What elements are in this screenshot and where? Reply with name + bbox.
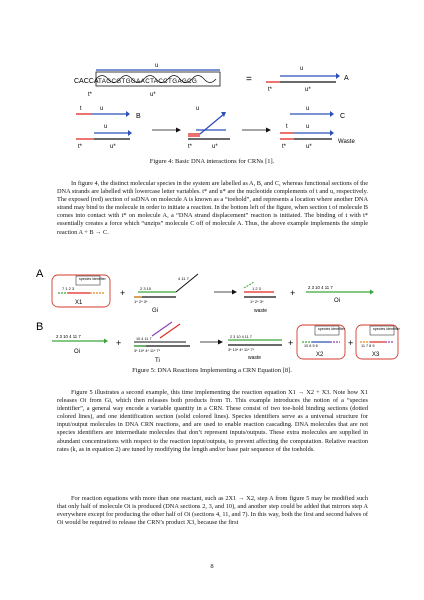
fig5-plus-1: + [120, 288, 126, 298]
fig5-plus-5: + [348, 338, 354, 348]
fig4-label-tstar-top: t* [88, 92, 93, 98]
svg-text:Ti: Ti [155, 358, 160, 364]
fig4-label-c: C [340, 113, 346, 120]
fig4-seq-prefix: CACCA [74, 78, 99, 85]
svg-text:2 3 10 4 11 7: 2 3 10 4 11 7 [56, 334, 81, 339]
fig5-oi-input [52, 334, 108, 355]
fig5-waste-a [244, 282, 276, 314]
svg-text:t*: t* [188, 144, 193, 150]
svg-text:t: t [286, 124, 288, 130]
paragraph-3: For reaction equations with more than one reactant, such as 2X1 → X2, step A from figure 5 may be modified such that only half of molecule Oi is produced (DNA sections 2, 3, and 10), and another step could be added that mirrors step A everywhere except for producing the other half of Oi (sections 4, 11, and 7). In this way, both the first and second halves of Oi would be required to release the CRN’s product X3, because the first [57, 495, 368, 527]
svg-text:2 3 10: 2 3 10 [140, 286, 152, 291]
svg-text:2 3 10 4 11 7: 2 3 10 4 11 7 [230, 335, 252, 339]
fig5-ti-molecule [134, 322, 190, 364]
svg-text:1 2 3: 1 2 3 [252, 286, 261, 291]
fig4-label-a: A [344, 75, 349, 82]
fig5-panel-b-label: B [36, 321, 44, 333]
svg-text:waste: waste [254, 308, 268, 314]
svg-text:species identifier: species identifier [318, 327, 345, 331]
svg-text:u: u [306, 124, 310, 130]
svg-text:11 7 8 9: 11 7 8 9 [361, 344, 375, 348]
svg-text:u: u [300, 66, 304, 72]
svg-text:waste: waste [248, 355, 262, 361]
svg-text:3* 10* 4* 11* 7*: 3* 10* 4* 11* 7* [228, 348, 255, 352]
figure-5-caption: Figure 5: DNA Reactions Implementing a CRN Equation [8]. [132, 367, 292, 374]
svg-text:u*: u* [110, 144, 116, 150]
svg-text:u*: u* [306, 144, 312, 150]
svg-text:t: t [80, 106, 82, 112]
svg-text:species identifier: species identifier [373, 327, 400, 331]
fig5-gi-molecule [134, 274, 198, 314]
fig5-plus-4: + [288, 338, 294, 348]
svg-text:2 3 10 4 11 7: 2 3 10 4 11 7 [308, 285, 333, 290]
svg-text:u: u [104, 124, 108, 130]
svg-text:u*: u* [305, 87, 311, 93]
fig4-seq-main: TAGCGTGGAACTACCTGAGCG [98, 78, 198, 85]
svg-text:X3: X3 [372, 352, 380, 358]
svg-text:Oi: Oi [74, 349, 80, 355]
svg-text:Gi: Gi [152, 308, 158, 314]
svg-text:t*: t* [78, 144, 83, 150]
svg-text:4 11 7: 4 11 7 [178, 276, 189, 281]
svg-text:u: u [100, 106, 104, 112]
svg-text:10 4 11 7: 10 4 11 7 [136, 337, 152, 341]
fig4-equals: = [246, 74, 252, 85]
svg-text:t*: t* [282, 144, 287, 150]
fig5-x1-species [52, 275, 110, 307]
fig5-plus-2: + [290, 288, 296, 298]
svg-text:Oi: Oi [334, 298, 340, 304]
svg-text:u: u [306, 106, 310, 112]
fig5-plus-3: + [116, 338, 122, 348]
fig4-label-ustar-top: u* [150, 92, 156, 98]
fig5-waste-b [228, 335, 282, 361]
svg-text:t*: t* [268, 87, 273, 93]
svg-text:species identifier: species identifier [79, 277, 106, 281]
figure-4-caption: Figure 4: Basic DNA interactions for CRNs [1]. [149, 158, 275, 165]
svg-text:X1: X1 [75, 300, 83, 306]
svg-text:X2: X2 [316, 352, 324, 358]
svg-text:7 1 2 3: 7 1 2 3 [62, 286, 75, 291]
fig5-panel-a-label: A [36, 268, 44, 280]
svg-text:10 6 5 6: 10 6 5 6 [304, 344, 318, 348]
fig5-oi-output [306, 285, 374, 304]
fig4-label-b: B [136, 113, 141, 120]
paragraph-1: In figure 4, the distinct molecular species in the system are labelled as A, B, and C, whereas functional sections of the DNA strands are labelled with lowercase letter variables. t* and u* are the nucleotide complements of t and u, respectively. The exposed (red) section of ssDNA on molecule A is known as a “toehold”, and represents a location where another DNA strand may bind to the molecule in order to initiate a reaction. In the bottom left of the figure, when section t of molecule B comes into contact with t* on molecule A, a “DNA strand displacement” reaction is initiated. The binding of t with t* essentially creates a force which “unzips” molecule C off of molecule A. Thus, the above example implements the simple reaction A + B → C. [57, 180, 368, 236]
fig4-label-waste: Waste [338, 139, 355, 145]
svg-text:u*: u* [212, 144, 218, 150]
fig5-x3-species [356, 325, 401, 359]
fig5-x2-species [297, 325, 346, 359]
fig4-label-u-top: u [155, 63, 159, 69]
svg-text:1* 2* 3*: 1* 2* 3* [250, 299, 264, 304]
page-number: 8 [210, 563, 214, 570]
svg-text:u: u [196, 106, 200, 112]
svg-text:1* 2* 3*: 1* 2* 3* [134, 299, 148, 304]
paragraph-2: Figure 5 illustrates a second example, this time implementing the reaction equation X1 → X2 + X3. Note how X1 releases Oi from Gi, which then releases both products from Ti. This example introduces the notion of a “species identifier”, a general way encode a variable quantity in a CRN. These consist of two toe-hold binding sections (dotted colored lines), and one identification section (solid colored lines). Species identifiers serve as a universal structure for input/output molecules in DNA CRN reactions, and are used to enable reaction cascading. DNA molecules that are not species identifiers are intermediate molecules that don’t represent inputs/outputs. These extra molecules are supplied in abundant concentrations with respect to the reaction input/outputs, to prevent affecting the computation. Relative reaction rates (k, as in equation 2) are tuned by modifying the length and/or base pair sequence of the toeholds. [57, 389, 368, 453]
svg-text:3* 10* 4* 11* 7*: 3* 10* 4* 11* 7* [134, 349, 161, 353]
